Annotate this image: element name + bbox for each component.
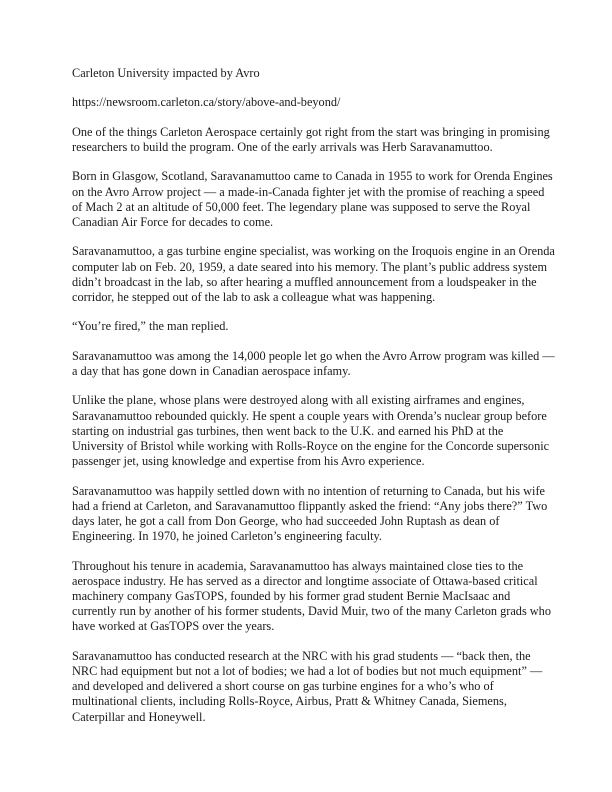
source-url: https://newsroom.carleton.ca/story/above-and-beyond/ — [72, 95, 341, 110]
document-page — [72, 66, 556, 739]
paragraph-rebounded: Unlike the plane, whose plans were destroyed along with all existing airframes and engines, Saravanamuttoo rebounded quickly. He spent a couple years with Orenda’s nuclear group before starting on industrial gas turbines, then went back to the U.K. and earned his PhD at the University of Bristol while working with Rolls-Royce on the engine for the Concorde supersonic passenger jet, using knowledge and expertise from his Avro experience. — [72, 393, 550, 469]
document-title: Carleton University impacted by Avro — [72, 66, 260, 80]
paragraph-joined-carleton: Saravanamuttoo was happily settled down with no intention of returning to Canada, but his wife had a friend at Carleton, and Saravanamuttoo flippantly asked the friend: “Any jobs there?” Two days later, he got a call from Don George, who had succeeded John Ruptash as dean of Engineering. In 1970, he joined Carleton’s engineering faculty. — [72, 483, 548, 544]
paragraph-born-glasgow: Born in Glasgow, Scotland, Saravanamuttoo came to Canada in 1955 to work for Orenda Engines on the Avro Arrow project — a made-in-Canada fighter jet with the promise of reaching a speed of Mach 2 at an altitude of 50,000 feet. The legendary plane was supposed to serve the Royal Canadian Air Force for decades to come. — [72, 169, 553, 229]
paragraph-let-go: Saravanamuttoo was among the 14,000 people let go when the Avro Arrow program was killed — a day that has gone down in Canadian aerospace infamy. — [72, 348, 555, 378]
paragraph-nrc-research: Saravanamuttoo has conducted research at the NRC with his grad students — “back then, the NRC had equipment but not a lot of bodies; we had a lot of bodies but not much equipment” — and developed and delivered a short course on gas turbine engines for a who’s who of multinational clients, including Rolls-Royce, Airbus, Pratt & Whitney Canada, Siemens, Caterpillar and Honeywell. — [72, 648, 543, 724]
paragraph-youre-fired: “You’re fired,” the man replied. — [72, 319, 229, 334]
paragraph-iroquois-engine: Saravanamuttoo, a gas turbine engine specialist, was working on the Iroquois engine in an Orenda computer lab on Feb. 20, 1959, a date seared into his memory. The plant’s public address system didn’t broadcast in the lab, so after hearing a muffled announcement from a loudspeaker in the corridor, he stepped out of the lab to ask a colleague what was happening. — [72, 244, 555, 304]
paragraph-industry-ties: Throughout his tenure in academia, Saravanamuttoo has always maintained close ties to the aerospace industry. He has served as a director and longtime associate of Ottawa-based critical machinery company GasTOPS, founded by his former grad student Bernie MacIsaac and currently run by another of his former students, David Muir, two of the many Carleton grads who have worked at GasTOPS over the years. — [72, 558, 551, 634]
paragraph-intro: One of the things Carleton Aerospace certainly got right from the start was bringing in promising researchers to build the program. One of the early arrivals was Herb Saravanamuttoo. — [72, 124, 550, 154]
